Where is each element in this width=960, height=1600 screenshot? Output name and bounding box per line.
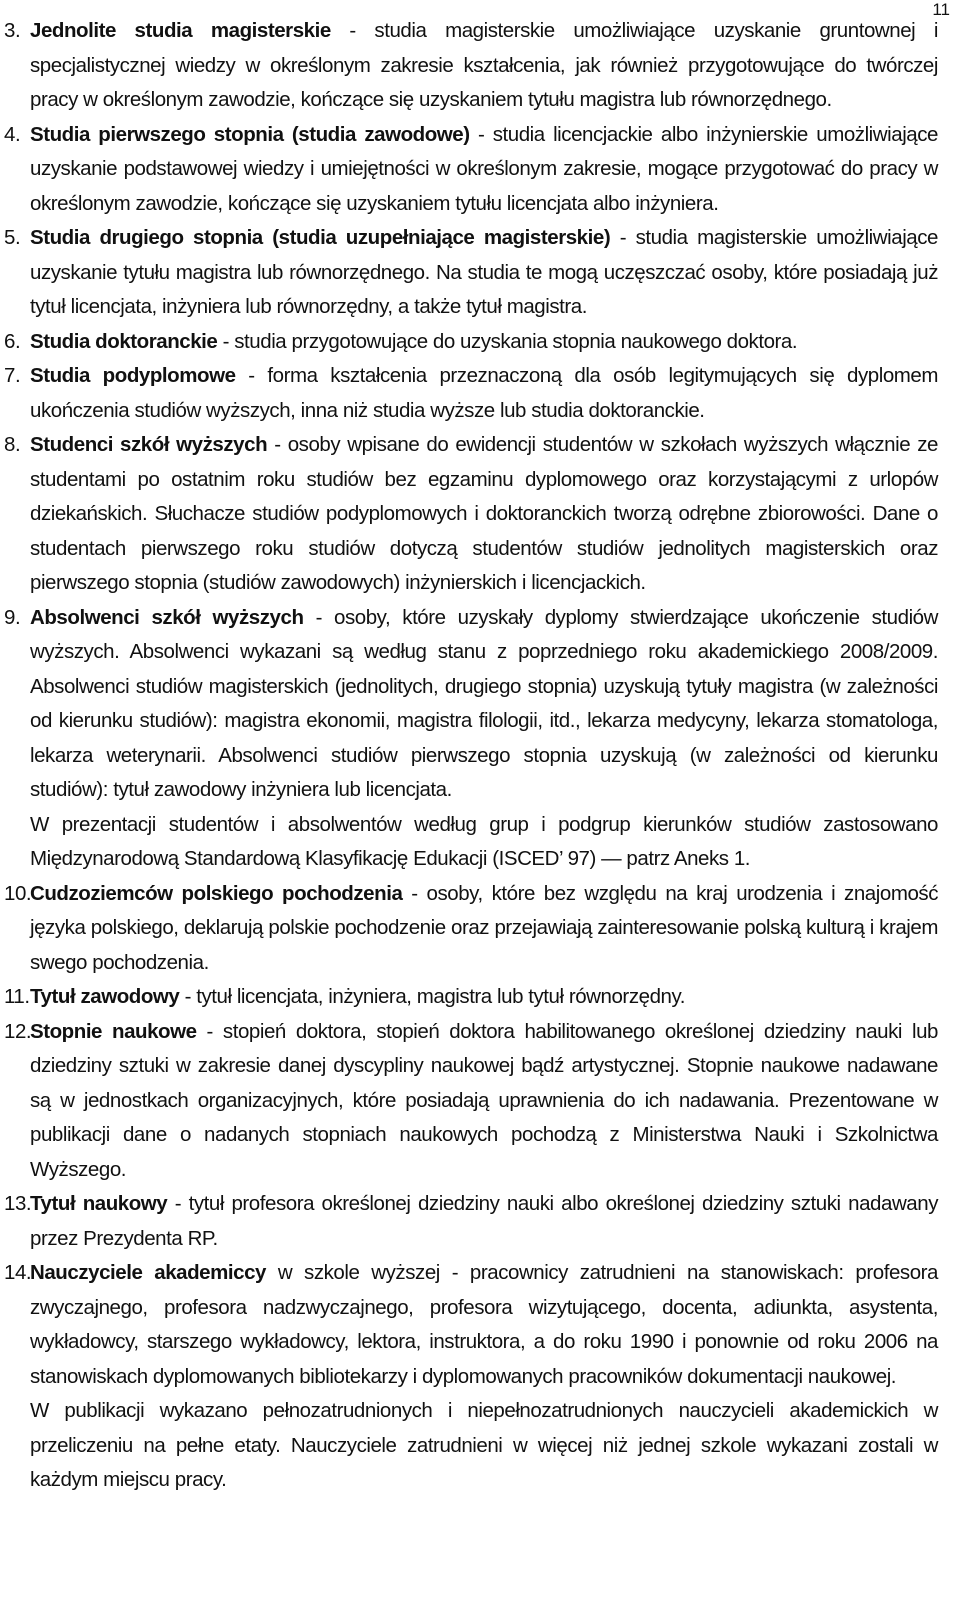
item-definition: - tytuł profesora określonej dziedziny nauki albo określonej dziedziny sztuki nadawany przez Prezydenta RP.: [30, 1192, 938, 1250]
item-definition: - osoby, które bez względu na kraj urodzenia i znajomość języka polskiego, deklarują polskie pochodzenie oraz przejawiają zainteresowanie polską kulturą i krajem swego pochodzenia.: [30, 881, 938, 974]
item-number: 10.: [4, 881, 32, 905]
item-number: 5.: [4, 226, 21, 249]
item-definition: - osoby wpisane do ewidencji studentów w szkołach wyższych włącznie ze studentami po ostatnim roku studiów bez egzaminu dyplomowego oraz korzystającymi z urlopów dziekańskich. Słuchacze studiów podyplomowych i doktoranckich tworzą odrębne zbiorowości. Dane o studentach pierwszego roku studiów dotyczą studentów studiów jednolitych magisterskich oraz pierwszego stopnia (studiów zawodowych) inżynierskich i licencjackich.: [30, 433, 938, 594]
item-term: Studia drugiego stopnia (studia uzupełniające magisterskie): [30, 226, 611, 249]
definition-item-7: [0, 359, 960, 428]
definition-item-13: [0, 1187, 960, 1256]
definition-item-11: [0, 980, 960, 1015]
item-number: 6.: [4, 329, 21, 353]
item-term: Absolwenci szkół wyższych: [30, 605, 304, 629]
definitions-list: [0, 14, 960, 1498]
item-definition: - studia magisterskie umożliwiające uzyskanie gruntownej i specjalistycznej wiedzy w określonym zakresie kształcenia, jak również przygotowujące do twórczej pracy w określonym zawodzie, kończące się uzyskaniem tytułu magistra lub równorzędnego.: [30, 19, 938, 111]
item-term: Studia pierwszego stopnia (studia zawodowe): [30, 122, 470, 146]
item-number: 7.: [4, 364, 21, 387]
definition-item-3: [0, 14, 960, 118]
item-extra-paragraph: W prezentacji studentów i absolwentów według grup i podgrup kierunków studiów zastosowano Międzynarodową Standardową Klasyfikację Edukacji (ISCED’ 97) — patrz Aneks 1.: [30, 812, 938, 870]
item-number: 11.: [4, 985, 30, 1008]
item-number: 3.: [4, 19, 21, 42]
item-term: Studia doktoranckie: [30, 329, 218, 353]
item-number: 12.: [4, 1019, 32, 1043]
item-definition: - forma kształcenia przeznaczoną dla osób legitymujących się dyplomem ukończenia studiów wyższych, inna niż studia wyższe lub studia doktoranckie.: [30, 364, 938, 422]
item-number: 8.: [4, 433, 21, 456]
item-definition: - studia magisterskie umożliwiające uzyskanie tytułu magistra lub równorzędnego. Na studia te mogą uczęszczać osoby, które posiadają już tytuł licencjata, inżyniera lub równorzędny, a także tytuł magistra.: [30, 226, 939, 318]
item-definition: - tytuł licencjata, inżyniera, magistra lub tytuł równorzędny.: [179, 985, 685, 1008]
item-number: 13.: [4, 1192, 32, 1215]
item-number: 4.: [4, 122, 21, 146]
page-number: 11: [932, 0, 950, 19]
item-definition: - studia licencjackie albo inżynierskie umożliwiające uzyskanie podstawowej wiedzy i umiejętności w określonym zakresie, mogące przygotować do pracy w określonym zawodzie, kończące się uzyskaniem tytułu licencjata albo inżyniera.: [30, 122, 938, 215]
item-definition: - studia przygotowujące do uzyskania stopnia naukowego doktora.: [217, 329, 798, 353]
item-number: 14.: [4, 1261, 32, 1284]
definition-item-8: [0, 428, 960, 601]
item-number: 9.: [4, 605, 21, 629]
definition-item-4: [0, 118, 960, 222]
item-term: Tytuł zawodowy: [30, 985, 180, 1008]
item-term: Nauczyciele akademiccy: [30, 1261, 267, 1284]
definition-item-10: [0, 877, 960, 981]
item-extra-paragraph: W publikacji wykazano pełnozatrudnionych i niepełnozatrudnionych nauczycieli akademickich w przeliczeniu na pełne etaty. Nauczyciele zatrudnieni w więcej niż jednej szkole wykazani zostali w każdym miejscu pracy.: [30, 1399, 938, 1491]
item-term: Studenci szkół wyższych: [30, 433, 268, 456]
item-term: Jednolite studia magisterskie: [30, 19, 331, 42]
definition-item-12: [0, 1015, 960, 1188]
item-definition: w szkole wyższej - pracownicy zatrudnieni na stanowiskach: profesora zwyczajnego, profesora nadzwyczajnego, profesora wizytującego, docenta, adiunkta, asystenta, wykładowcy, starszego wykładowcy, lektora, instruktora, a do roku 1990 i ponownie od roku 2006 na stanowiskach dyplomowanych bibliotekarzy i dyplomowanych pracowników dokumentacji naukowej.: [30, 1261, 938, 1388]
definition-item-5: [0, 221, 960, 325]
definition-item-9: [0, 601, 960, 877]
definition-item-6: [0, 325, 960, 360]
definition-item-14: [0, 1256, 960, 1498]
item-definition: - osoby, które uzyskały dyplomy stwierdzające ukończenie studiów wyższych. Absolwenci wykazani są według stanu z poprzedniego roku akademickiego 2008/2009. Absolwenci studiów magisterskich (jednolitych, drugiego stopnia) uzyskują tytuły magistra (w zależności od kierunku studiów): magistra ekonomii, magistra filologii, itd., lekarza medycyny, lekarza stomatologa, lekarza weterynarii. Absolwenci studiów pierwszego stopnia uzyskują (w zależności od kierunku studiów): tytuł zawodowy inżyniera lub licencjata.: [30, 605, 938, 801]
item-definition: - stopień doktora, stopień doktora habilitowanego określonej dziedziny nauki lub dziedziny sztuki w zakresie danej dyscypliny naukowej bądź artystycznej. Stopnie naukowe nadawane są w jednostkach organizacyjnych, które posiadają uprawnienia do ich nadawania. Prezentowane w publikacji dane o nadanych stopniach naukowych pochodzą z Ministerstwa Nauki i Szkolnictwa Wyższego.: [30, 1019, 938, 1181]
item-term: Studia podyplomowe: [30, 364, 236, 387]
item-term: Stopnie naukowe: [30, 1019, 197, 1043]
item-term: Cudzoziemców polskiego pochodzenia: [30, 881, 403, 905]
item-term: Tytuł naukowy: [30, 1192, 168, 1215]
